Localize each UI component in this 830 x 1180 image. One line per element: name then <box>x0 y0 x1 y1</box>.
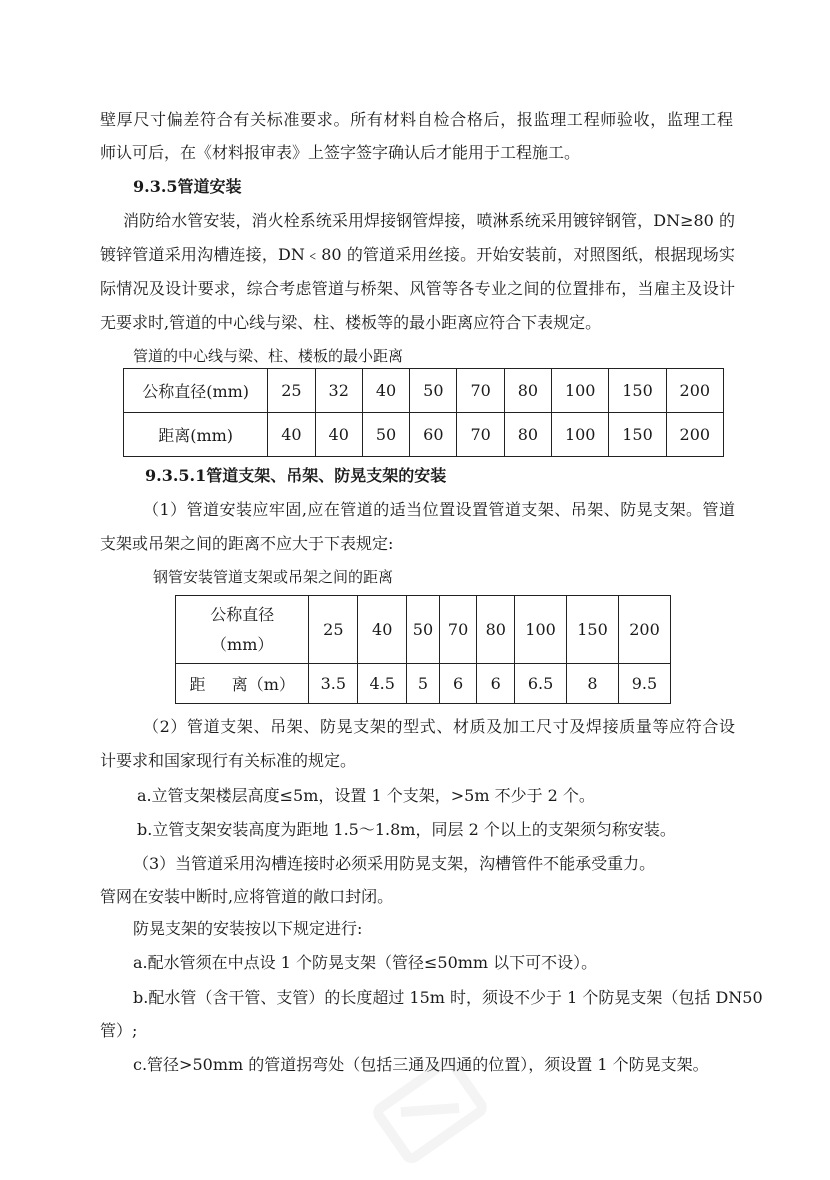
table-cell: 200 <box>666 369 723 413</box>
table-cell: 100 <box>552 413 609 457</box>
table-row <box>176 664 671 704</box>
list-item: b.配水管（含干管、支管）的长度超过 15m 时，须设不少于 1 个防晃支架（包括 DN50 <box>133 988 763 1007</box>
table2-caption: 钢管安装管道支架或吊架之间的距离 <box>153 568 394 586</box>
table-cell: 100 <box>515 596 567 664</box>
list-item: a.立管支架楼层高度≤5m，设置 1 个支架，>5m 不少于 2 个。 <box>137 786 595 805</box>
table-cell: 70 <box>439 596 477 664</box>
list-item: b.立管支架安装高度为距地 1.5～1.8m，同层 2 个以上的支架须匀称安装。 <box>137 820 676 839</box>
table-cell: 25 <box>268 369 315 413</box>
table-cell: 80 <box>504 369 551 413</box>
table-cell: 60 <box>410 413 457 457</box>
table-cell: 40 <box>315 413 362 457</box>
table-cell: 8 <box>567 664 619 704</box>
table-cell: 80 <box>504 413 551 457</box>
table-row <box>176 596 671 664</box>
table-cell: 150 <box>609 369 666 413</box>
table-cell-line: （mm） <box>211 634 274 654</box>
table-cell: 距离(mm) <box>124 413 268 457</box>
paragraph-line: 镀锌管道采用沟槽连接，DN﹤80 的管道采用丝接。开始安装前，对照图纸，根据现场实 <box>100 245 735 264</box>
paragraph-line: 管网在安装中断时,应将管道的敞口封闭。 <box>100 887 394 906</box>
table-cell: 6.5 <box>515 664 567 704</box>
table-cell: 3.5 <box>309 664 358 704</box>
paragraph-line: 壁厚尺寸偏差符合有关标准要求。所有材料自检合格后，报监理工程师验收，监理工程 <box>100 110 733 129</box>
table-cell: 80 <box>477 596 515 664</box>
paragraph-line: （1）管道安装应牢固,应在管道的适当位置设置管道支架、吊架、防晃支架。管道 <box>143 500 735 519</box>
table-cell: 50 <box>410 369 457 413</box>
table-cell: 150 <box>609 413 666 457</box>
table-cell: 200 <box>618 596 670 664</box>
table-cell: 150 <box>567 596 619 664</box>
table-cell: 40 <box>358 596 407 664</box>
paragraph-line: 支架或吊架之间的距离不应大于下表规定: <box>100 534 394 553</box>
table-cell: 200 <box>666 413 723 457</box>
section-heading-9-3-5: 9.3.5管道安装 <box>133 177 242 196</box>
table-cell: 32 <box>315 369 362 413</box>
table-cell: 25 <box>309 596 358 664</box>
list-item: a.配水管须在中点设 1 个防晃支架（管径≤50mm 以下可不设）。 <box>133 953 598 972</box>
table-support-spacing <box>175 595 671 704</box>
table-min-distance <box>123 368 724 457</box>
table-row <box>124 369 724 413</box>
table-cell: 40 <box>362 369 409 413</box>
table1-caption: 管道的中心线与梁、柱、楼板的最小距离 <box>133 347 404 365</box>
table-cell: 50 <box>362 413 409 457</box>
paragraph-line: （3）当管道采用沟槽连接时必须采用防晃支架，沟槽管件不能承受重力。 <box>133 854 656 873</box>
table-row <box>124 413 724 457</box>
list-item: c.管径>50mm 的管道拐弯处（包括三通及四通的位置），须设置 1 个防晃支架。 <box>133 1055 709 1074</box>
table-cell: 70 <box>457 369 504 413</box>
table-cell: 公称直径(mm) <box>124 369 268 413</box>
paragraph-line: 消防给水管安装，消火栓系统采用焊接钢管焊接，喷淋系统采用镀锌钢管，DN≥80 的 <box>123 211 735 230</box>
table-cell: 距 离（m） <box>176 664 309 704</box>
table-cell: 40 <box>268 413 315 457</box>
paragraph-line: 无要求时,管道的中心线与梁、柱、楼板等的最小距离应符合下表规定。 <box>100 313 602 332</box>
paragraph-line: 师认可后，在《材料报审表》上签字签字确认后才能用于工程施工。 <box>100 143 581 162</box>
paragraph-line: 际情况及设计要求，综合考虑管道与桥架、风管等各专业之间的位置排布，当雇主及设计 <box>100 279 735 298</box>
table-cell: 100 <box>552 369 609 413</box>
paragraph-line: （2）管道支架、吊架、防晃支架的型式、材质及加工尺寸及焊接质量等应符合设 <box>143 717 735 736</box>
table-cell: 6 <box>477 664 515 704</box>
table-cell: 50 <box>407 596 440 664</box>
paragraph-line: 管）; <box>100 1021 138 1040</box>
table-cell: 5 <box>407 664 440 704</box>
table-cell-line: 公称直径 <box>210 604 275 624</box>
table-cell: 9.5 <box>618 664 670 704</box>
table-cell: 70 <box>457 413 504 457</box>
paragraph-line: 计要求和国家现行有关标准的规定。 <box>100 751 357 770</box>
section-heading-9-3-5-1: 9.3.5.1管道支架、吊架、防晃支架的安装 <box>145 466 447 485</box>
table-cell <box>176 596 309 664</box>
table-cell: 6 <box>439 664 477 704</box>
table-cell: 4.5 <box>358 664 407 704</box>
paragraph-line: 防晃支架的安装按以下规定进行: <box>133 919 363 938</box>
